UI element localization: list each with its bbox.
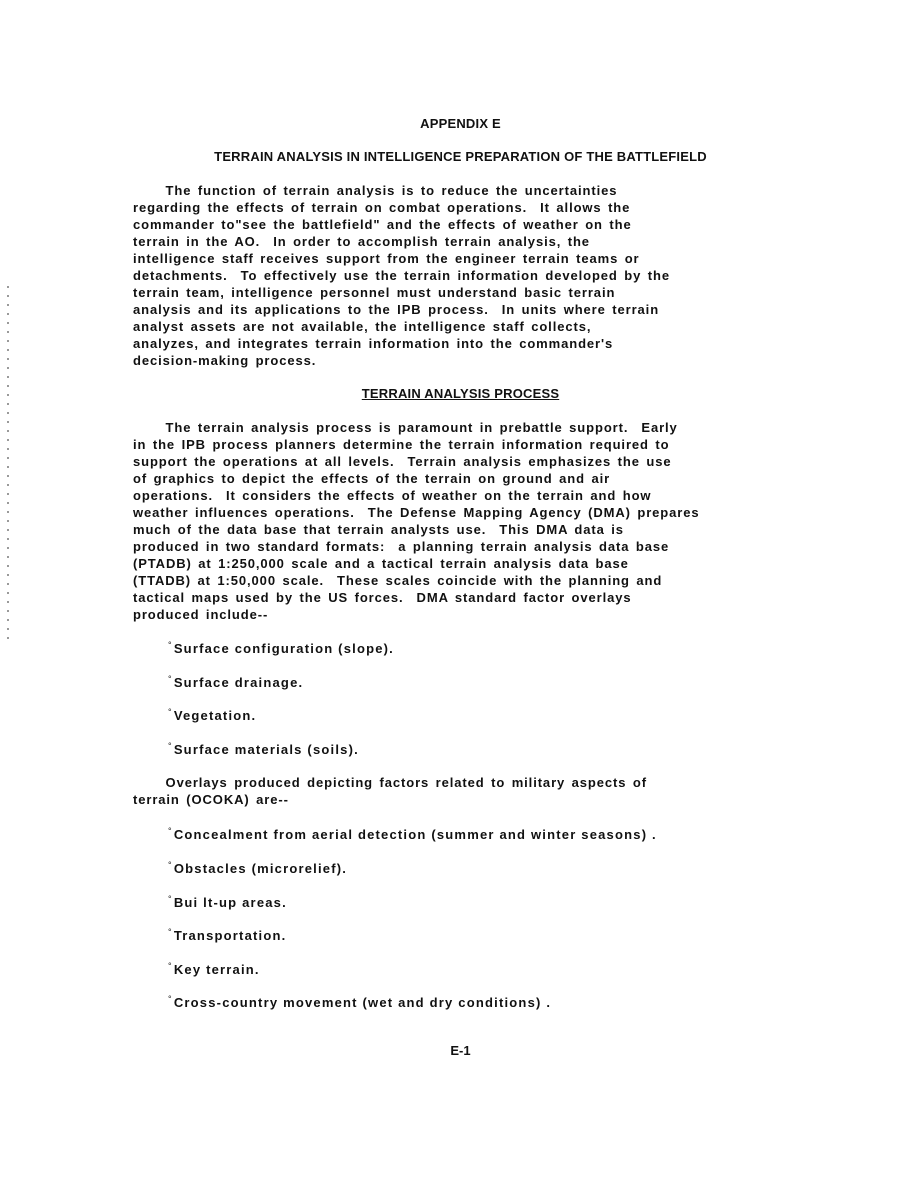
degree-bullet-icon: ° (168, 860, 173, 870)
section-heading: TERRAIN ANALYSIS PROCESS (361, 386, 560, 401)
factor-overlay-text: Surface drainage. (173, 675, 304, 690)
scan-margin-marks (7, 286, 9, 646)
factor-overlay-item (168, 741, 359, 757)
factor-overlay-text: Vegetation. (173, 708, 257, 723)
page-number: E-1 (450, 1043, 471, 1058)
ocoka-overlay-item (168, 927, 286, 943)
ocoka-overlay-text: Key terrain. (173, 962, 260, 977)
ocoka-overlay-item (168, 994, 551, 1010)
degree-bullet-icon: ° (168, 707, 173, 717)
factor-overlay-item (168, 707, 256, 723)
ocoka-overlay-text: Bui lt-up areas. (173, 895, 287, 910)
ocoka-overlay-text: Cross-country movement (wet and dry conditions) . (173, 995, 552, 1010)
factor-overlay-text: Surface configuration (slope). (173, 641, 394, 656)
degree-bullet-icon: ° (168, 640, 173, 650)
factor-overlay-text: Surface materials (soils). (173, 742, 359, 757)
process-paragraph: The terrain analysis process is paramount in prebattle support. Early in the IPB process planners determine the terrain information required to support the operations at all levels. Terrain analysis emphasizes the use of graphics to depict the effects of the terrain on ground and air operations. It considers the effects of weather on the terrain and how weather influences operations. The Defense Mapping Agency (DMA) prepares much of the data base that terrain analysts use. This DMA data is produced in two standard formats: a planning terrain analysis data base (PTADB) at 1:250,000 scale and a tactical terrain analysis data base (TTADB) at 1:50,000 scale. These scales coincide with the planning and tactical maps used by the US forces. DMA standard factor overlays produced include-- (133, 420, 700, 622)
factor-overlay-item (168, 640, 394, 656)
ocoka-overlay-item (168, 961, 260, 977)
ocoka-overlay-text: Obstacles (microrelief). (173, 861, 348, 876)
overlays-paragraph: Overlays produced depicting factors related to military aspects of terrain (OCOKA) are-- (133, 775, 647, 807)
ocoka-overlay-item (168, 894, 287, 910)
ocoka-overlay-text: Concealment from aerial detection (summer and winter seasons) . (173, 827, 657, 842)
degree-bullet-icon: ° (168, 674, 173, 684)
degree-bullet-icon: ° (168, 927, 173, 937)
degree-bullet-icon: ° (168, 994, 173, 1004)
appendix-title: APPENDIX E (420, 116, 501, 131)
ocoka-overlay-item (168, 860, 347, 876)
degree-bullet-icon: ° (168, 961, 173, 971)
degree-bullet-icon: ° (168, 741, 173, 751)
appendix-subtitle: TERRAIN ANALYSIS IN INTELLIGENCE PREPARATION OF THE BATTLEFIELD (214, 149, 707, 164)
intro-paragraph: The function of terrain analysis is to reduce the uncertainties regarding the effects of terrain on combat operations. It allows the commander to"see the battlefield" and the effects of weather on the terrain in the AO. In order to accomplish terrain analysis, the intelligence staff receives support from the engineer terrain teams or detachments. To effectively use the terrain information developed by the terrain team, intelligence personnel must understand basic terrain analysis and its applications to the IPB process. In units where terrain analyst assets are not available, the intelligence staff collects, analyzes, and integrates terrain information into the commander's decision-making process. (133, 183, 670, 368)
factor-overlay-item (168, 674, 303, 690)
ocoka-overlay-item (168, 826, 657, 842)
degree-bullet-icon: ° (168, 826, 173, 836)
degree-bullet-icon: ° (168, 894, 173, 904)
ocoka-overlay-text: Transportation. (173, 928, 287, 943)
